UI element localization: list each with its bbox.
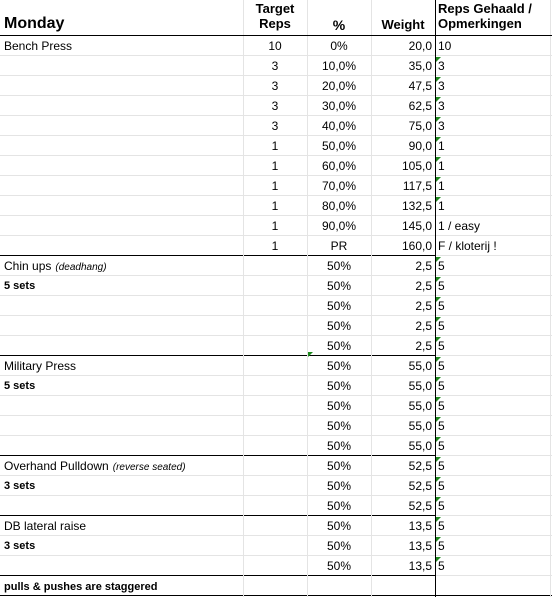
percent-cell[interactable]: 50%: [326, 259, 352, 273]
target-reps-cell[interactable]: 10: [268, 39, 282, 53]
percent-cell[interactable]: 50%: [326, 419, 352, 433]
target-reps-cell[interactable]: 3: [271, 59, 279, 73]
header-border: [0, 35, 552, 36]
percent-cell[interactable]: 50%: [326, 279, 352, 293]
weight-cell[interactable]: 20,0: [408, 39, 432, 53]
result-cell[interactable]: 3: [438, 59, 445, 73]
target-reps-cell[interactable]: 3: [271, 99, 279, 113]
comment-flag-icon: [436, 137, 441, 142]
exercise-name[interactable]: [4, 456, 186, 478]
target-reps-cell[interactable]: 1: [271, 239, 279, 253]
result-cell[interactable]: 5: [438, 499, 445, 513]
result-cell[interactable]: 5: [438, 379, 445, 393]
target-reps-cell[interactable]: 3: [271, 79, 279, 93]
target-reps-cell[interactable]: 1: [271, 159, 279, 173]
comment-flag-icon: [436, 557, 441, 562]
result-cell[interactable]: F / kloterij !: [438, 239, 497, 253]
result-cell[interactable]: 5: [438, 459, 445, 473]
comment-flag-icon: [436, 397, 441, 402]
sets-label[interactable]: 5 sets: [4, 280, 36, 292]
percent-cell[interactable]: 0%: [330, 39, 348, 53]
result-cell[interactable]: 1: [438, 179, 445, 193]
comment-flag-icon: [436, 377, 441, 382]
target-reps-cell[interactable]: 1: [271, 179, 279, 193]
comment-flag-icon: [436, 357, 441, 362]
result-cell[interactable]: 5: [438, 299, 445, 313]
percent-cell[interactable]: 40,0%: [321, 119, 357, 133]
weight-cell[interactable]: 52,5: [408, 459, 432, 473]
weight-cell[interactable]: 35,0: [408, 59, 432, 73]
weight-cell[interactable]: 2,5: [415, 299, 432, 313]
comment-flag-icon: [436, 537, 441, 542]
comment-flag-icon: [436, 457, 441, 462]
percent-cell[interactable]: 50%: [326, 559, 352, 573]
weight-cell[interactable]: 55,0: [408, 399, 432, 413]
grid-vertical-line: [371, 0, 372, 597]
target-reps-cell[interactable]: 1: [271, 219, 279, 233]
percent-cell[interactable]: 50,0%: [321, 139, 357, 153]
comment-flag-icon: [436, 57, 441, 62]
comment-flag-icon: [308, 352, 313, 357]
header-weight[interactable]: Weight: [381, 17, 425, 32]
percent-cell[interactable]: 20,0%: [321, 79, 357, 93]
result-cell[interactable]: 3: [438, 79, 445, 93]
weight-cell[interactable]: 13,5: [408, 559, 432, 573]
weight-cell[interactable]: 55,0: [408, 359, 432, 373]
exercise-note: (deadhang): [55, 262, 107, 273]
result-cell[interactable]: 5: [438, 339, 445, 353]
percent-cell[interactable]: 50%: [326, 399, 352, 413]
weight-cell[interactable]: 2,5: [415, 339, 432, 353]
weight-cell[interactable]: 55,0: [408, 439, 432, 453]
exercise-name-text: Bench Press: [4, 39, 73, 53]
percent-cell[interactable]: 50%: [326, 499, 352, 513]
percent-cell[interactable]: 50%: [326, 439, 352, 453]
comment-flag-icon: [436, 77, 441, 82]
exercise-name-text: Military Press: [4, 359, 77, 373]
weight-cell[interactable]: 55,0: [408, 419, 432, 433]
comment-flag-icon: [436, 417, 441, 422]
result-cell[interactable]: 5: [438, 359, 445, 373]
comment-flag-icon: [436, 337, 441, 342]
exercise-name-text: Chin ups: [4, 259, 52, 273]
weight-cell[interactable]: 105,0: [401, 159, 432, 173]
result-cell[interactable]: 5: [438, 279, 445, 293]
result-cell[interactable]: 5: [438, 399, 445, 413]
grid-vertical-line: [550, 0, 551, 597]
result-cell[interactable]: 1: [438, 139, 445, 153]
exercise-name[interactable]: [4, 516, 86, 536]
weight-cell[interactable]: 62,5: [408, 99, 432, 113]
result-cell[interactable]: 5: [438, 539, 445, 553]
result-cell[interactable]: 1: [438, 159, 445, 173]
notes-column-border: [435, 0, 436, 597]
result-cell[interactable]: 5: [438, 259, 445, 273]
sets-label[interactable]: 3 sets: [4, 540, 36, 552]
percent-cell[interactable]: PR: [330, 239, 348, 253]
comment-flag-icon: [436, 477, 441, 482]
weight-cell[interactable]: 13,5: [408, 519, 432, 533]
weight-cell[interactable]: 160,0: [401, 239, 432, 253]
percent-cell[interactable]: 50%: [326, 299, 352, 313]
comment-flag-icon: [436, 97, 441, 102]
percent-cell[interactable]: 50%: [326, 339, 352, 353]
weight-cell[interactable]: 52,5: [408, 479, 432, 493]
comment-flag-icon: [436, 177, 441, 182]
header-percent[interactable]: %: [332, 17, 346, 33]
percent-cell[interactable]: 90,0%: [321, 219, 357, 233]
percent-cell[interactable]: 80,0%: [321, 199, 357, 213]
result-cell[interactable]: 3: [438, 119, 445, 133]
weight-cell[interactable]: 75,0: [408, 119, 432, 133]
result-cell[interactable]: 1: [438, 199, 445, 213]
weight-cell[interactable]: 132,5: [401, 199, 432, 213]
weight-cell[interactable]: 117,5: [402, 179, 432, 193]
result-cell[interactable]: 5: [438, 439, 445, 453]
percent-cell[interactable]: 60,0%: [321, 159, 357, 173]
result-cell[interactable]: 5: [438, 419, 445, 433]
percent-cell[interactable]: 50%: [326, 359, 352, 373]
result-cell[interactable]: 5: [438, 559, 445, 573]
weight-cell[interactable]: 47,5: [408, 79, 432, 93]
result-cell[interactable]: 10: [438, 39, 452, 53]
result-cell[interactable]: 5: [438, 519, 445, 533]
grid-vertical-line: [307, 0, 308, 597]
weight-cell[interactable]: 145,0: [401, 219, 432, 233]
weight-cell[interactable]: 13,5: [408, 539, 432, 553]
footer-note[interactable]: pulls & pushes are staggered: [4, 581, 158, 593]
result-cell[interactable]: 5: [438, 319, 445, 333]
comment-flag-icon: [436, 297, 441, 302]
percent-cell[interactable]: 50%: [326, 479, 352, 493]
weight-cell[interactable]: 55,0: [408, 379, 432, 393]
percent-cell[interactable]: 50%: [326, 319, 352, 333]
comment-flag-icon: [436, 437, 441, 442]
weight-cell[interactable]: 90,0: [408, 139, 432, 153]
target-reps-cell[interactable]: 1: [271, 199, 279, 213]
comment-flag-icon: [436, 317, 441, 322]
result-cell[interactable]: 1 / easy: [438, 219, 481, 233]
comment-flag-icon: [436, 497, 441, 502]
day-title[interactable]: Monday: [4, 15, 65, 32]
comment-flag-icon: [436, 117, 441, 122]
percent-cell[interactable]: 50%: [326, 539, 352, 553]
result-cell[interactable]: 5: [438, 479, 445, 493]
sets-label[interactable]: 5 sets: [4, 380, 36, 392]
exercise-name-text: DB lateral raise: [4, 519, 87, 533]
weight-cell[interactable]: 2,5: [415, 259, 432, 273]
header-notes[interactable]: Reps Gehaald / Opmerkingen: [438, 1, 532, 31]
header-target-reps[interactable]: Target Reps: [255, 1, 295, 31]
exercise-name[interactable]: [4, 356, 76, 376]
result-cell[interactable]: 3: [438, 99, 445, 113]
weight-cell[interactable]: 52,5: [408, 499, 432, 513]
weight-cell[interactable]: 2,5: [415, 319, 432, 333]
comment-flag-icon: [436, 517, 441, 522]
table-bottom-border: [0, 575, 435, 576]
sets-label[interactable]: 3 sets: [4, 480, 36, 492]
percent-cell[interactable]: 50%: [326, 379, 352, 393]
percent-cell[interactable]: 50%: [326, 519, 352, 533]
exercise-note: (reverse seated): [112, 462, 186, 473]
grid-vertical-line: [243, 0, 244, 597]
target-reps-cell[interactable]: 3: [271, 119, 279, 133]
comment-flag-icon: [436, 197, 441, 202]
percent-cell[interactable]: 10,0%: [321, 59, 357, 73]
percent-cell[interactable]: 70,0%: [321, 179, 357, 193]
percent-cell[interactable]: 50%: [326, 459, 352, 473]
comment-flag-icon: [436, 257, 441, 262]
exercise-name[interactable]: [4, 256, 107, 278]
comment-flag-icon: [436, 277, 441, 282]
percent-cell[interactable]: 30,0%: [321, 99, 357, 113]
comment-flag-icon: [436, 157, 441, 162]
exercise-name[interactable]: [4, 36, 72, 56]
weight-cell[interactable]: 2,5: [415, 279, 432, 293]
exercise-name-text: Overhand Pulldown: [4, 459, 109, 473]
target-reps-cell[interactable]: 1: [271, 139, 279, 153]
